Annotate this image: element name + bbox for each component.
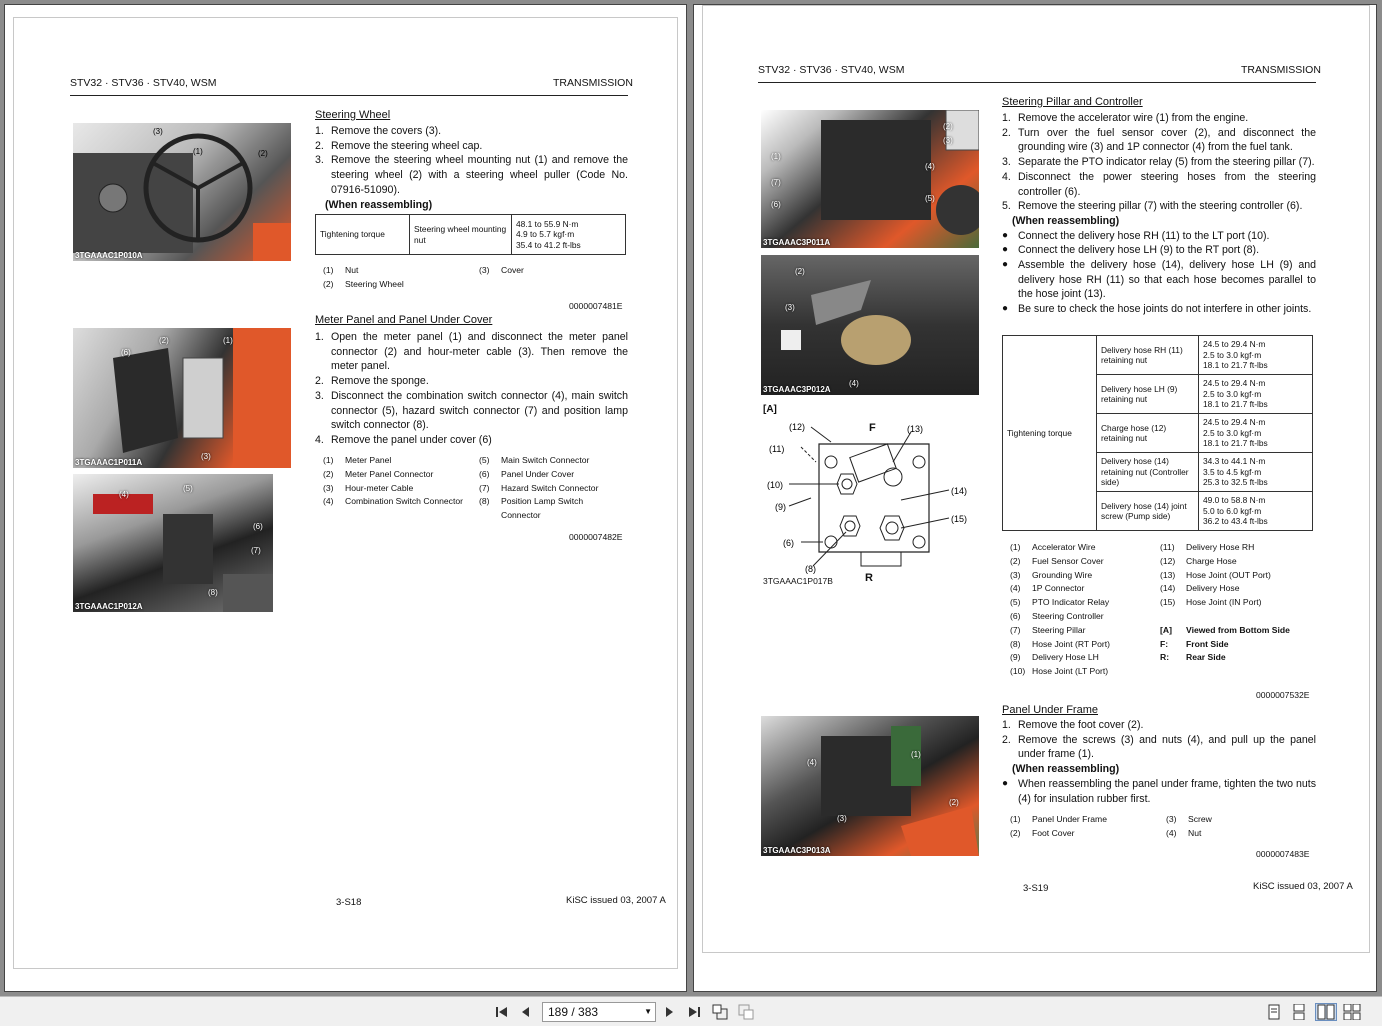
reassembly-heading: (When reassembling)	[325, 198, 433, 211]
step-3: 3. Separate the PTO indicator relay (5) from the steering pillar (7).	[1002, 156, 1315, 169]
section-title-meter-panel: Meter Panel and Panel Under Cover	[315, 314, 493, 326]
meter-panel-photo: (6) (2) (1) (3) 3TGAAAC1P011A	[73, 328, 291, 468]
bullet-item: ● Connect the delivery hose RH (11) to the LT port (10).	[1002, 229, 1270, 242]
next-page-icon	[662, 1005, 676, 1019]
page-left	[4, 4, 687, 992]
two-page-continuous-button[interactable]	[1343, 1003, 1361, 1021]
continuous-view-button[interactable]	[1290, 1003, 1308, 1021]
panel-under-frame-photo: (1) (4) (2) (3) 3TGAAAC3P013A	[761, 716, 979, 856]
header-left: STV32 · STV36 · STV40, WSM	[758, 64, 905, 76]
step-5: 5. Remove the steering pillar (7) with the steering controller (6).	[1002, 200, 1303, 213]
svg-text:(11): (11)	[769, 444, 785, 454]
continuous-page-icon	[1292, 1004, 1306, 1020]
section-title-steering-wheel: Steering Wheel	[315, 109, 391, 121]
step-2: 2. Remove the screws (3) and nuts (4), and pull up the panel under frame (1).	[1002, 733, 1316, 761]
meter-panel-steps	[315, 330, 628, 448]
svg-text:(9): (9)	[775, 502, 786, 512]
svg-text:(6): (6)	[783, 538, 794, 548]
single-page-view-button[interactable]	[1265, 1003, 1283, 1021]
issue-note: KiSC issued 03, 2007 A	[566, 895, 666, 906]
torque-label: Tightening torque	[1003, 336, 1097, 531]
header-right: TRANSMISSION	[1241, 64, 1321, 76]
go-forward-view-button[interactable]	[737, 1003, 755, 1021]
meter-panel-legend-right: (5) Main Switch Connector (6) Panel Under Cover (7) Hazard Switch Connector (8) Position Lamp Switch Connector	[479, 455, 599, 521]
steering-wheel-steps	[315, 124, 628, 212]
photo-caption: 3TGAAAC1P011A	[75, 458, 143, 467]
last-page-button[interactable]	[685, 1003, 703, 1021]
page-number: 3-S18	[336, 897, 362, 908]
diagram-rear-label: R	[865, 572, 873, 584]
step-3: 3. Remove the steering wheel mounting nut (1) and remove the steering wheel (2) with a steering wheel puller (Code No. 07916-51090).	[315, 154, 628, 196]
previous-page-button[interactable]	[517, 1003, 535, 1021]
svg-text:(12): (12)	[789, 422, 806, 432]
section-title-panel-under-frame: Panel Under Frame	[1002, 704, 1098, 716]
header-rule	[758, 82, 1316, 83]
svg-text:(8): (8)	[805, 564, 816, 574]
steering-pillar-legend-right: (11) Delivery Hose RH (12) Charge Hose (13) Hose Joint (OUT Port) (14) Delivery Hose (15) Hose Joint (IN Port) [A] Viewed from Bottom Side F: Front Side R: Rear Side	[1160, 542, 1290, 663]
torque-table	[315, 214, 626, 255]
last-page-icon	[687, 1005, 701, 1019]
two-page-icon	[1317, 1004, 1335, 1020]
page-right	[693, 4, 1377, 992]
forward-view-icon	[738, 1004, 754, 1020]
panel-under-frame-steps	[1002, 718, 1316, 806]
go-back-view-button[interactable]	[711, 1003, 729, 1021]
steering-wheel-illustration	[73, 123, 291, 261]
photo-caption: 3TGAAAC3P011A	[763, 238, 831, 247]
steering-pillar-legend-left: (1) Accelerator Wire (2) Fuel Sensor Cover (3) Grounding Wire (4) 1P Connector (5) PTO Indicator Relay (6) Steering Controller (7) Steering Pillar (8) Hose Joint (RT Port) (9) Delivery Hose LH (10) Hose Joint (LT Port)	[1010, 542, 1111, 677]
two-page-view-button[interactable]	[1315, 1003, 1337, 1021]
header-rule	[70, 95, 628, 96]
fuel-sensor-photo: (2) (3) (4) 3TGAAAC3P012A	[761, 255, 979, 395]
step-3: 3. Disconnect the combination switch connector (4), main switch connector (5), hazard switch connector (7) and position lamp switch connector (8).	[315, 389, 628, 432]
page-number: 3-S19	[1023, 883, 1049, 894]
reassembly-heading: (When reassembling)	[1012, 763, 1120, 776]
panel-under-cover-photo: (4) (5) (6) (7) (8) 3TGAAAC1P012A	[73, 474, 273, 612]
steering-wheel-legend-left: (1) Nut (2) Steering Wheel	[323, 265, 404, 289]
reassembly-heading: (When reassembling)	[1012, 214, 1120, 227]
step-4: 4. Disconnect the power steering hoses from the steering controller (6).	[1002, 170, 1316, 198]
hose-joint-diagram	[761, 402, 979, 588]
torque-values: 48.1 to 55.9 N·m 4.9 to 5.7 kgf·m 35.4 to 41.2 ft-lbs	[512, 215, 626, 255]
panel-under-frame-legend-left: (1) Panel Under Frame (2) Foot Cover	[1010, 814, 1107, 838]
single-page-icon	[1267, 1004, 1281, 1020]
header-right: TRANSMISSION	[553, 77, 633, 89]
doc-code: 0000007532E	[1256, 690, 1310, 700]
step-4: 4. Remove the panel under cover (6)	[315, 433, 492, 446]
previous-page-icon	[519, 1005, 533, 1019]
bullet-item: ● Connect the delivery hose LH (9) to the RT port (8).	[1002, 244, 1260, 257]
diagram-label: [A]	[763, 404, 777, 415]
step-1: 1. Remove the foot cover (2).	[1002, 719, 1144, 731]
svg-text:(14): (14)	[951, 486, 968, 496]
panel-under-frame-legend-right: (3) Screw (4) Nut	[1166, 814, 1212, 838]
steering-pillar-photo: (1) (7) (6) (2) (3) (4) (5) 3TGAAAC3P011A	[761, 110, 979, 248]
step-2: 2. Turn over the fuel sensor cover (2), and disconnect the grounding wire (3) and 1P connector (4) from the fuel tank.	[1002, 126, 1316, 154]
step-2: 2. Remove the steering wheel cap.	[315, 139, 483, 152]
page-number-field[interactable]	[542, 1002, 656, 1022]
photo-caption: 3TGAAAC3P013A	[763, 846, 831, 855]
torque-table: Tightening torque Delivery hose RH (11) retaining nut 24.5 to 29.4 N·m 2.5 to 3.0 kgf·m 18.1 to 21.7 ft-lbs Delivery hose LH (9) retaining nut 24.5 to 29.4 N·m 2.5 to 3.0 kgf·m 18.1 to 21.7 ft-lbs Charge hose (12) retaining nut 24.5 to 29.4 N·m 2.5 to 3.0 kgf·m 18.1 to 21.7 ft-lbs Delivery hose (14) retaining nut (Controller side) 34.3 to 44.1 N·m 3.5 to 4.5 kgf·m 25.3 to 32.5 ft-lbs Delivery hose (14) joint screw (Pump side) 49.0 to 58.8 N·m 5.0 to 6.0 kgf·m 36.2 to 43.4 ft-lbs	[1002, 335, 1313, 531]
viewer-toolbar	[0, 996, 1382, 1026]
step-1: 1. Remove the covers (3).	[315, 125, 442, 137]
issue-note: KiSC issued 03, 2007 A	[1253, 881, 1353, 892]
doc-code: 0000007482E	[569, 532, 623, 542]
steering-wheel-legend-right: (3) Cover	[479, 265, 524, 275]
chevron-down-icon[interactable]: ▼	[644, 1007, 652, 1016]
photo-caption: 3TGAAAC1P010A	[75, 251, 143, 260]
diagram-caption: 3TGAAAC1P017B	[763, 576, 833, 586]
next-page-button[interactable]	[660, 1003, 678, 1021]
first-page-button[interactable]	[493, 1003, 511, 1021]
doc-code: 0000007481E	[569, 301, 623, 311]
diagram-front-label: F	[869, 422, 876, 434]
step-1: 1. Remove the accelerator wire (1) from the engine.	[1002, 112, 1249, 124]
steering-pillar-steps	[1002, 111, 1316, 317]
steering-wheel-photo: (3) (2) (1) 3TGAAAC1P010A	[73, 123, 291, 261]
torque-item: Steering wheel mounting nut	[410, 215, 512, 255]
svg-text:(10): (10)	[767, 480, 784, 490]
two-page-continuous-icon	[1343, 1004, 1361, 1020]
header-left: STV32 · STV36 · STV40, WSM	[70, 77, 217, 89]
bullet-item: ● When reassembling the panel under frame, tighten the two nuts (4) for insulation rubber first.	[1002, 777, 1316, 805]
bullet-item: ● Assemble the delivery hose (14), delivery hose LH (9) and delivery hose RH (11) so that each hose becomes parallel to the hose joint (13).	[1002, 259, 1316, 301]
step-2: 2. Remove the sponge.	[315, 375, 429, 388]
first-page-icon	[495, 1005, 509, 1019]
svg-text:(13): (13)	[907, 424, 924, 434]
meter-panel-legend-left: (1) Meter Panel (2) Meter Panel Connector (3) Hour-meter Cable (4) Combination Switch Connector	[323, 455, 463, 507]
bullet-item: ● Be sure to check the hose joints do not interfere in other joints.	[1002, 303, 1312, 316]
torque-label: Tightening torque	[316, 215, 410, 255]
photo-caption: 3TGAAAC1P012A	[75, 602, 143, 611]
photo-caption: 3TGAAAC3P012A	[763, 385, 831, 394]
page-indicator: 189 / 383	[548, 1005, 599, 1019]
section-title-steering-pillar: Steering Pillar and Controller	[1002, 96, 1143, 108]
doc-code: 0000007483E	[1256, 849, 1310, 859]
svg-text:(15): (15)	[951, 514, 968, 524]
back-view-icon	[712, 1004, 728, 1020]
step-1: 1. Open the meter panel (1) and disconnect the meter panel connector (2) and hour-meter cable (3). Then remove the meter panel.	[315, 331, 628, 373]
